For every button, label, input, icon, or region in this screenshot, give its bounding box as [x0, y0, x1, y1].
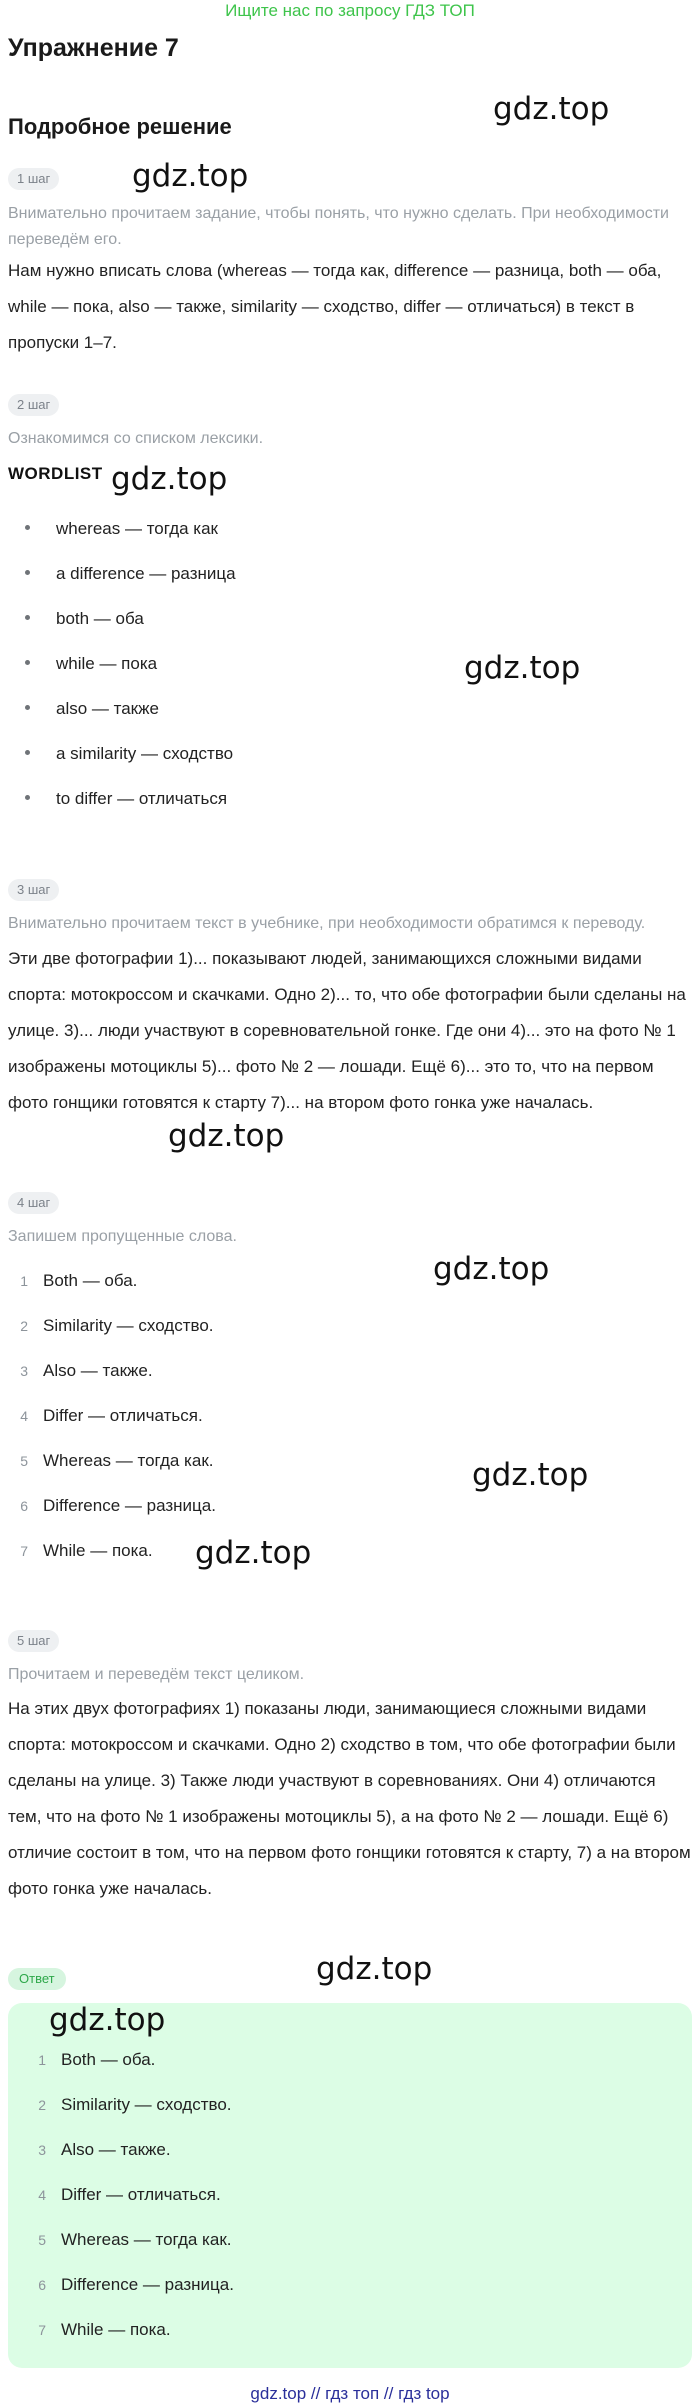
answer-item: 6 Difference — разница. [38, 2275, 234, 2294]
wordlist-item: a difference — разница [8, 559, 236, 589]
bullet-icon [25, 525, 30, 530]
step-hint: Ознакомимся со списком лексики. [8, 430, 264, 447]
section-title: Подробное решение [8, 114, 232, 139]
wordlist-item: to differ — отличаться [8, 784, 227, 814]
step-badge: 3 шаг [8, 879, 59, 901]
list-item: 3 Also — также. [20, 1361, 153, 1380]
answer-item: 4 Differ — отличаться. [38, 2185, 221, 2204]
wordlist-item: while — пока [8, 649, 157, 679]
list-item: 4 Differ — отличаться. [20, 1406, 203, 1425]
step-hint: Прочитаем и переведём текст целиком. [8, 1666, 305, 1683]
wordlist-item: also — также [8, 694, 159, 724]
watermark: gdz.top [433, 1251, 550, 1287]
answer-item: 5 Whereas — тогда как. [38, 2230, 232, 2249]
answer-badge: Ответ [8, 1968, 66, 1990]
step-badge: 1 шаг [8, 168, 59, 190]
watermark: gdz.top [49, 2002, 166, 2038]
step-hint: Запишем пропущенные слова. [8, 1228, 237, 1245]
step-text: Эти две фотографии 1)... показывают людей, занимающихся сложными видами спорта: мотокроссом и скачками. Одно 2)... то, что обе фотографии были сделаны на улице. 3)... люди участвуют в соревновательной гонке. Где они 4)... это на фото № 1 изображены мотоциклы 5)... фото № 2 — лошади. Ещё 6)... это то, что на первом фото гонщики готовятся к старту 7)... на втором фото гонка уже началась. [8, 949, 686, 1112]
bullet-icon [25, 615, 30, 620]
bullet-icon [25, 570, 30, 575]
list-item: 2 Similarity — сходство. [20, 1316, 214, 1335]
answer-item: 1 Both — оба. [38, 2050, 156, 2069]
bullet-icon [25, 705, 30, 710]
step-badge: 4 шаг [8, 1192, 59, 1214]
watermark: gdz.top [464, 650, 581, 686]
watermark: gdz.top [493, 91, 610, 127]
wordlist-heading: WORDLIST [8, 464, 103, 483]
step-badge: 2 шаг [8, 394, 59, 416]
list-item: 1 Both — оба. [20, 1271, 138, 1290]
list-item: 5 Whereas — тогда как. [20, 1451, 214, 1470]
answer-item: 3 Also — также. [38, 2140, 171, 2159]
top-banner: Ищите нас по запросу ГДЗ ТОП [225, 1, 475, 20]
answer-item: 2 Similarity — сходство. [38, 2095, 232, 2114]
watermark: gdz.top [472, 1457, 589, 1493]
list-item: 7 While — пока. [20, 1541, 153, 1560]
wordlist-item: a similarity — сходство [8, 739, 233, 769]
watermark: gdz.top [316, 1951, 433, 1987]
watermark: gdz.top [195, 1535, 312, 1571]
wordlist-item: both — оба [8, 604, 144, 634]
watermark: gdz.top [111, 461, 228, 497]
step-hint: Внимательно прочитаем текст в учебнике, при необходимости обратимся к переводу. [8, 915, 646, 932]
answer-item: 7 While — пока. [38, 2320, 171, 2339]
step-text: Нам нужно вписать слова (whereas — тогда как, difference — разница, both — оба, while — пока, also — также, similarity — сходство, differ — отличаться) в текст в пропуски 1–7. [8, 261, 662, 352]
step-hint: Внимательно прочитаем задание, чтобы понять, что нужно сделать. При необходимости переведём его. [8, 205, 669, 248]
answer-box [8, 2003, 692, 2368]
bullet-icon [25, 750, 30, 755]
bullet-icon [25, 795, 30, 800]
list-item: 6 Difference — разница. [20, 1496, 216, 1515]
page-title: Упражнение 7 [8, 34, 179, 62]
watermark: gdz.top [132, 158, 249, 194]
step-text: На этих двух фотографиях 1) показаны люди, занимающиеся сложными видами спорта: мотокроссом и скачками. Одно 2) сходство в том, что обе фотографии были сделаны на улице. 3) Также люди участвуют в соревнованиях. Они 4) отличаются тем, что на фото № 1 изображены мотоциклы 5), а на фото № 2 — лошади. Ещё 6) отличие состоит в том, что на первом фото гонщики готовятся к старту, 7) а на втором фото гонка уже началась. [8, 1699, 691, 1898]
step-badge: 5 шаг [8, 1630, 59, 1652]
bullet-icon [25, 660, 30, 665]
watermark: gdz.top [168, 1118, 285, 1154]
footer-links[interactable]: gdz.top // гдз топ // гдз top [250, 2384, 450, 2403]
wordlist-item: whereas — тогда как [8, 514, 218, 544]
